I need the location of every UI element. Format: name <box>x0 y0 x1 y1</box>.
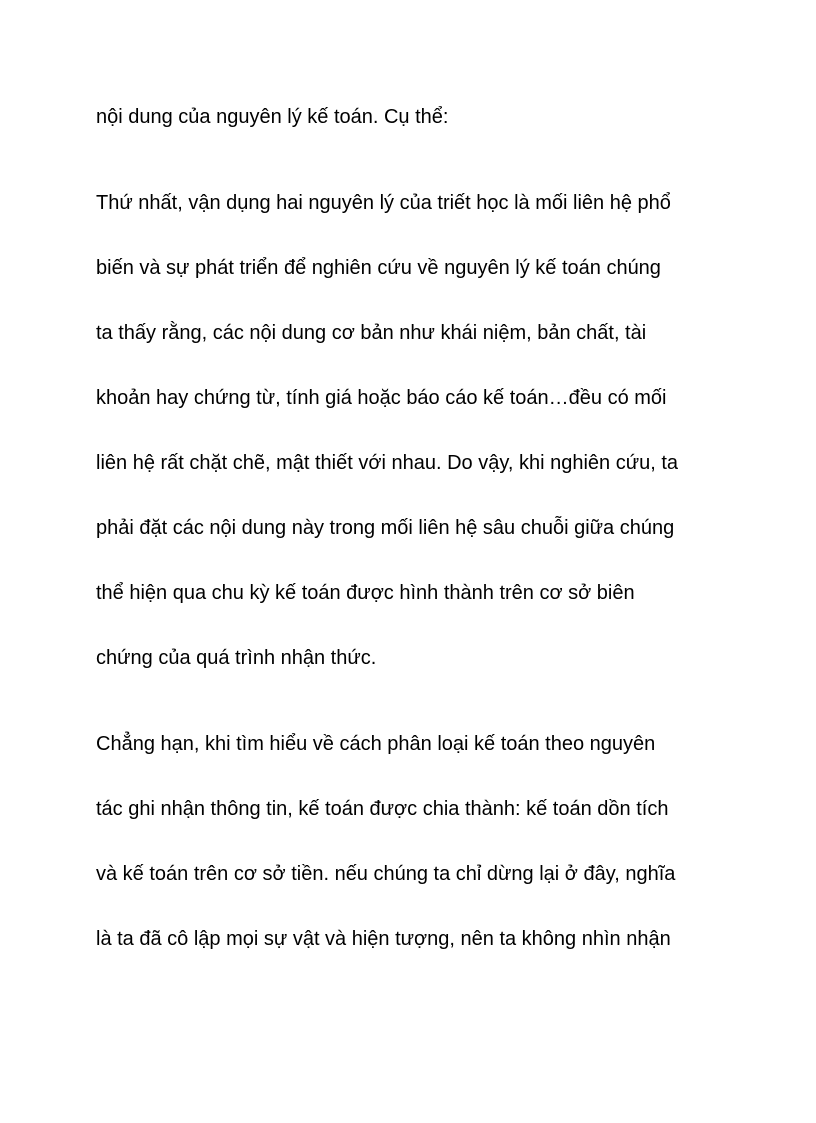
text-line: là ta đã cô lập mọi sự vật và hiện tượng, nên ta không nhìn nhận <box>96 928 671 950</box>
text-line: thể hiện qua chu kỳ kế toán được hình thành trên cơ sở biên <box>96 582 635 604</box>
text-line: biến và sự phát triển để nghiên cứu về nguyên lý kế toán chúng <box>96 257 661 279</box>
text-line: chứng của quá trình nhận thức. <box>96 647 377 669</box>
text-line: và kế toán trên cơ sở tiền. nếu chúng ta chỉ dừng lại ở đây, nghĩa <box>96 863 676 885</box>
text-line: Chẳng hạn, khi tìm hiểu về cách phân loại kế toán theo nguyên <box>96 733 656 755</box>
text-line: phải đặt các nội dung này trong mối liên hệ sâu chuỗi giữa chúng <box>96 517 675 539</box>
text-line: Thứ nhất, vận dụng hai nguyên lý của triết học là mối liên hệ phổ <box>96 192 671 214</box>
text-line: liên hệ rất chặt chẽ, mật thiết với nhau. Do vậy, khi nghiên cứu, ta <box>96 452 679 474</box>
text-line: ta thấy rằng, các nội dung cơ bản như khái niệm, bản chất, tài <box>96 322 647 344</box>
text-line: tác ghi nhận thông tin, kế toán được chia thành: kế toán dồn tích <box>96 798 669 820</box>
text-line: khoản hay chứng từ, tính giá hoặc báo cáo kế toán…đều có mối <box>96 387 667 409</box>
text-line: nội dung của nguyên lý kế toán. Cụ thể: <box>96 106 449 128</box>
